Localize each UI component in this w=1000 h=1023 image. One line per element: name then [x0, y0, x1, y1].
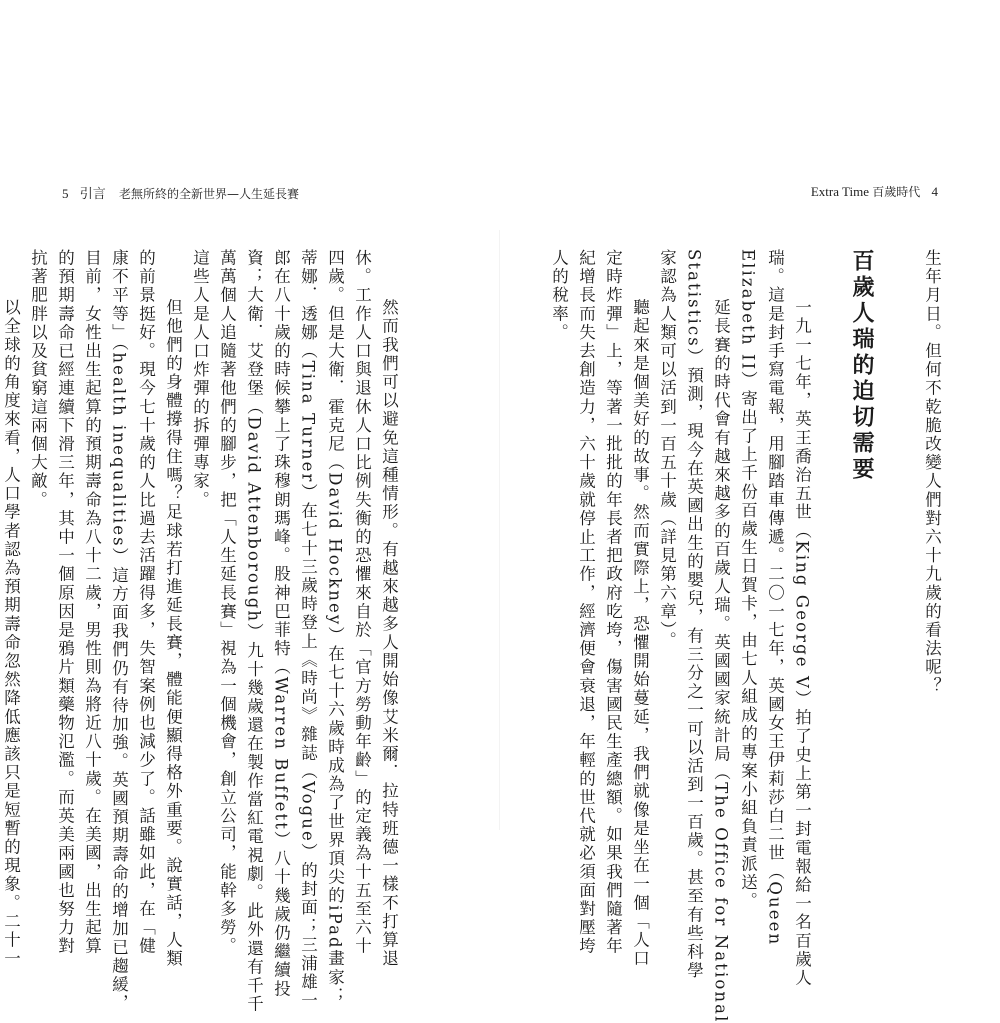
text-column: Elizabeth II）寄出了上千份百歲生日賀卡，由七人組成的專案小組負責派送。	[738, 249, 758, 911]
text-column: 紀增長而失去創造力，六十歲就停止工作，經濟便會衰退，年輕的世代就必須面對壓垮	[576, 249, 596, 956]
right-page-number: 4	[931, 184, 938, 199]
text-column: Statistics）預測，現今在英國出生的嬰兒，有三分之一可以活到一百歲。甚至有些科學	[684, 249, 704, 981]
text-column: 郎在八十歲的時候攀上了珠穆朗瑪峰。股神巴菲特（Warren Buffett）八十幾歲仍繼續投	[271, 249, 291, 999]
section-heading: 百歲人瑞的迫切需要	[849, 249, 874, 483]
text-column: 這些人是人口炸彈的拆彈專家。	[190, 249, 210, 510]
text-column: 生年月日。但何不乾脆改變人們對六十九歲的看法呢？	[922, 249, 942, 696]
right-book-title-cn: 百歲時代	[872, 185, 921, 199]
text-column: 人的稅率。	[549, 249, 569, 342]
text-column: 以全球的角度來看，人口學者認為預期壽命忽然降低應該只是短暫的現象。二十一	[1, 280, 21, 969]
left-chapter-title: 老無所終的全新世界—人生延長賽	[119, 187, 300, 201]
right-running-head	[811, 183, 938, 200]
text-column: 定時炸彈」上，等著一批批的年長者把政府吃垮，傷害國民生產總額。如果我們隨著年	[603, 249, 623, 956]
text-column: 蒂娜．透娜（Tina Turner）在七十三歲時登上《時尚》雜誌（Vogue）的封面；三浦雄一	[298, 249, 318, 1011]
left-running-head	[62, 183, 299, 202]
text-column: 休。工作人口與退休人口比例失衡的恐懼來自於「官方勞動年齡」的定義為十五至六十	[352, 249, 372, 956]
left-section-label: 引言	[79, 186, 106, 201]
page-gutter	[499, 230, 500, 830]
text-column: 的前景挺好。現今七十歲的人比過去活躍得多，失智案例也減少了。話雖如此，在「健	[136, 249, 156, 956]
text-column: 家認為人類可以活到一百五十歲（詳見第六章）。	[657, 249, 677, 650]
text-column: 聽起來是個美好的故事。然而實際上，恐懼開始蔓延，我們就像是坐在一個「人口	[630, 280, 650, 969]
left-page-number: 5	[62, 186, 69, 201]
text-column: 瑞。這是封手寫電報，用腳踏車傳遞。二〇一七年，英國女王伊莉莎白二世（Queen	[765, 249, 785, 947]
text-column: 延長賽的時代會有越來越多的百歲人瑞。英國國家統計局（The Office for National	[711, 280, 731, 1023]
text-column: 但他們的身體撐得住嗎？足球若打進延長賽，體能便顯得格外重要。說實話，人類	[163, 280, 183, 969]
text-column: 然而我們可以避免這種情形。有越來越多人開始像艾米爾．拉特班德一樣不打算退	[379, 280, 399, 969]
text-column: 康不平等」（health inequalities）這方面我們仍有待加強。英國預期壽命的增加已趨緩，	[109, 249, 129, 1013]
text-column: 抗著肥胖以及貧窮這兩個大敵。	[28, 249, 48, 510]
text-column: 萬萬個人追隨著他們的腳步，把「人生延長賽」視為一個機會，創立公司，能幹多勞。	[217, 249, 237, 956]
right-book-title: Extra Time	[810, 184, 869, 199]
text-column: 的預期壽命已經連續下滑三年，其中一個原因是鴉片類藥物氾濫。而英美兩國也努力對	[55, 249, 75, 956]
text-column: 目前，女性出生起算的預期壽命為八十二歲，男性則為將近八十歲。在美國，出生起算	[82, 249, 102, 956]
text-column: 四歲。但是大衛．霍克尼（David Hockney）在七十六歲時成為了世界頂尖的iPad畫家；	[325, 249, 345, 1006]
text-column: 一九一七年，英王喬治五世（King George V）拍了史上第一封電報給一名百歲人	[792, 280, 812, 988]
text-column: 資；大衛．艾登堡（David Attenborough）九十幾歲還在製作當紅電視劇。此外還有千千	[244, 249, 264, 1014]
